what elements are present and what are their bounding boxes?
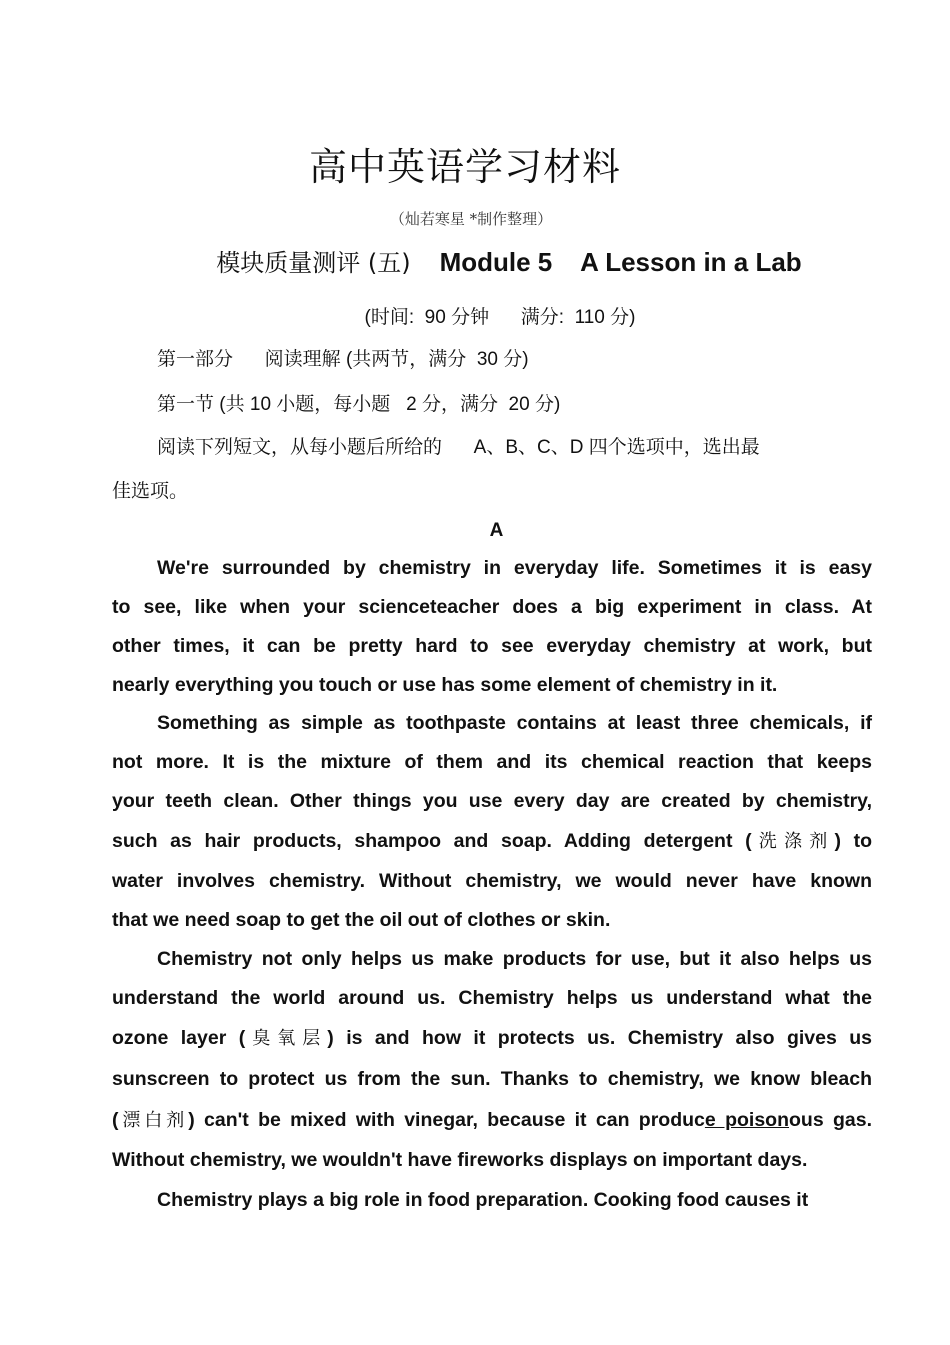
paragraph-line: not more. It is the mixture of them and its chemical reaction that keeps [112,751,872,773]
paragraph-line: We're surrounded by chemistry in everyday life. Sometimes it is easy [157,557,872,579]
paragraph-1 [112,549,872,705]
instruction-line-1: 阅读下列短文，从每小题后所给的 A、B、C、D 四个选项中，选出最 [157,437,760,458]
chinese-gloss: 漂白剂 [118,1110,189,1131]
paragraph-line: such as hair products, shampoo and soap. Adding detergent (洗涤剂) to [112,830,873,852]
paragraph-line: Something as simple as toothpaste contains at least three chemicals, if [157,712,872,734]
paragraph-line: understand the world around us. Chemistry helps us understand what the [112,987,872,1009]
heading-en: Module 5 A Lesson in a Lab [439,247,802,277]
underlined-phrase: e poison [704,1109,789,1131]
paragraph-3 [112,940,872,1180]
paragraph-line: water involves chemistry. Without chemistry, we would never have known [112,870,872,892]
paragraph-line: ozone layer (臭氧层) is and how it protects us. Chemistry also gives us [112,1027,873,1049]
section-one-line: 第一节 (共 10 小题，每小题 2 分，满分 20 分) [157,394,561,415]
chinese-gloss: 臭氧层 [245,1028,328,1049]
paragraph-line: Chemistry plays a big role in food preparation. Cooking food causes it [157,1189,809,1211]
part-one-line: 第一部分 阅读理解 (共两节，满分 30 分) [157,349,529,370]
chinese-gloss: 洗涤剂 [751,831,835,852]
time-line: (时间: 90 分钟 满分: 110 分) [364,307,636,328]
paragraph-4 [112,1181,872,1220]
paragraph-line: that we need soap to get the oil out of clothes or skin. [112,909,611,931]
paragraph-line: sunscreen to protect us from the sun. Thanks to chemistry, we know bleach [112,1068,872,1090]
instruction-line-2: 佳选项。 [112,481,189,502]
paragraph-2 [112,704,872,940]
credit-line: （灿若寒星 *制作整理） [389,210,553,228]
paragraph-line: to see, like when your scienceteacher does a big experiment in class. At [112,596,872,618]
paragraph-line: Chemistry not only helps us make products for use, but it also helps us [157,948,872,970]
passage-label: A [489,520,504,541]
paragraph-line: nearly everything you touch or use has some element of chemistry in it. [112,674,778,696]
document-title: 高中英语学习材料 [308,145,621,189]
heading-cn: 模块质量测评 (五) [216,249,411,277]
paragraph-line: (漂白剂) can't be mixed with vinegar, because it can produce poisonous gas. [112,1109,873,1131]
paragraph-line: other times, it can be pretty hard to see everyday chemistry at work, but [112,635,872,657]
paragraph-line: your teeth clean. Other things you use every day are created by chemistry, [112,790,872,812]
paragraph-line: Without chemistry, we wouldn't have fireworks displays on important days. [112,1149,808,1171]
module-heading [0,243,950,278]
